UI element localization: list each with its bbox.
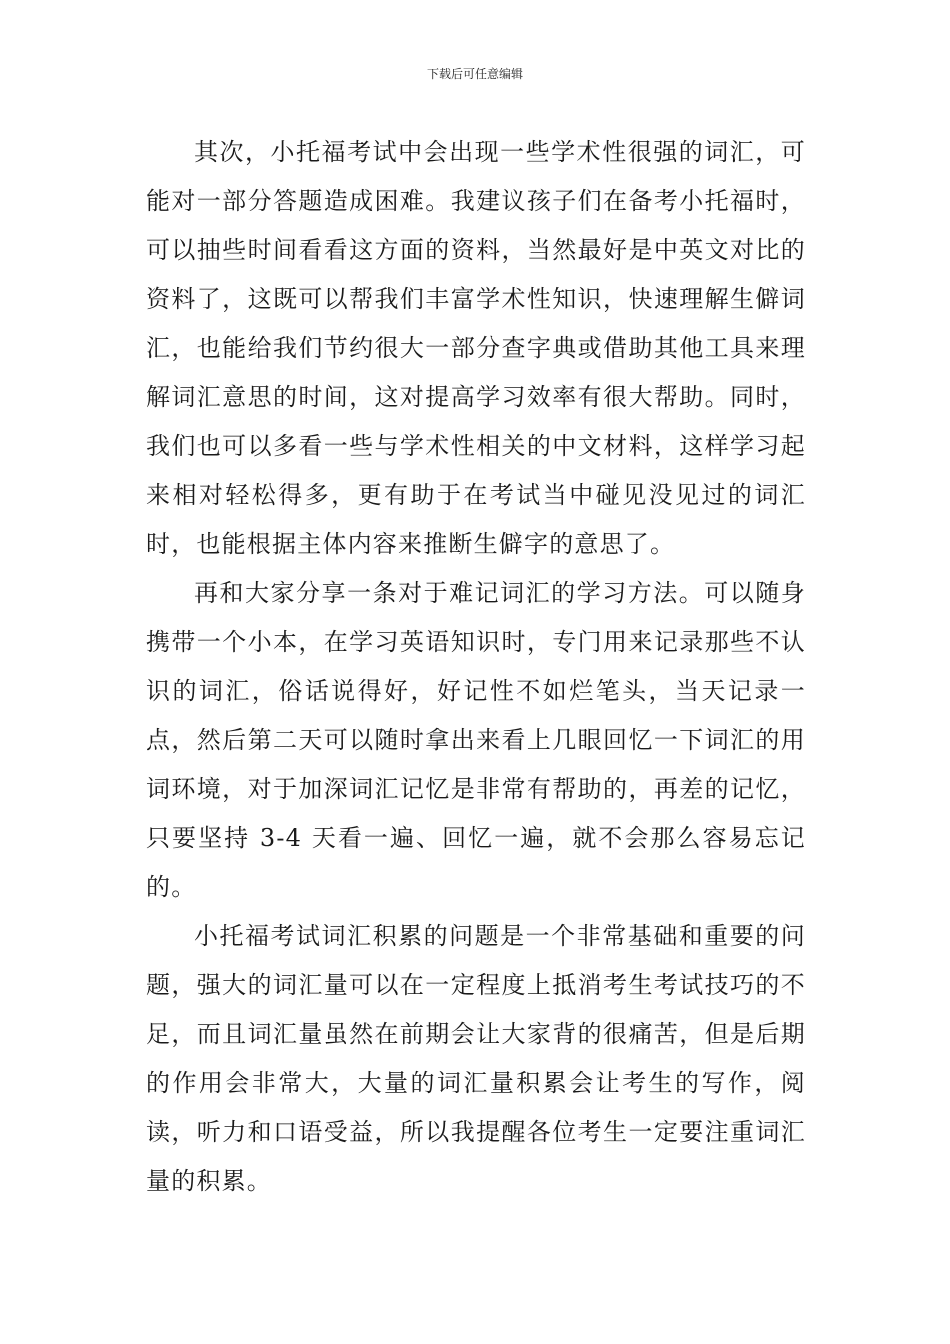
page-header: 下载后可任意编辑 (426, 67, 523, 81)
document-body (146, 128, 806, 1206)
paragraph-2: 再和大家分享一条对于难记词汇的学习方法。可以随身携带一个小本，在学习英语知识时，专门用来记录那些不认识的词汇，俗话说得好，好记性不如烂笔头，当天记录一点，然后第二天可以随时拿出来看上几眼回忆一下词汇的用词环境，对于加深词汇记忆是非常有帮助的，再差的记忆，只要坚持 3-4 天看一遍、回忆一遍，就不会那么容易忘记的。 (146, 579, 806, 901)
paragraph-1: 其次，小托福考试中会出现一些学术性很强的词汇，可能对一部分答题造成困难。我建议孩子们在备考小托福时，可以抽些时间看看这方面的资料，当然最好是中英文对比的资料了，这既可以帮我们丰富学术性知识，快速理解生僻词汇，也能给我们节约很大一部分查字典或借助其他工具来理解词汇意思的时间，这对提高学习效率有很大帮助。同时，我们也可以多看一些与学术性相关的中文材料，这样学习起来相对轻松得多，更有助于在考试当中碰见没见过的词汇时，也能根据主体内容来推断生僻字的意思了。 (146, 138, 806, 558)
paragraph-3: 小托福考试词汇积累的问题是一个非常基础和重要的问题，强大的词汇量可以在一定程度上抵消考生考试技巧的不足，而且词汇量虽然在前期会让大家背的很痛苦，但是后期的作用会非常大，大量的词汇量积累会让考生的写作，阅读，听力和口语受益，所以我提醒各位考生一定要注重词汇量的积累。 (146, 922, 806, 1195)
